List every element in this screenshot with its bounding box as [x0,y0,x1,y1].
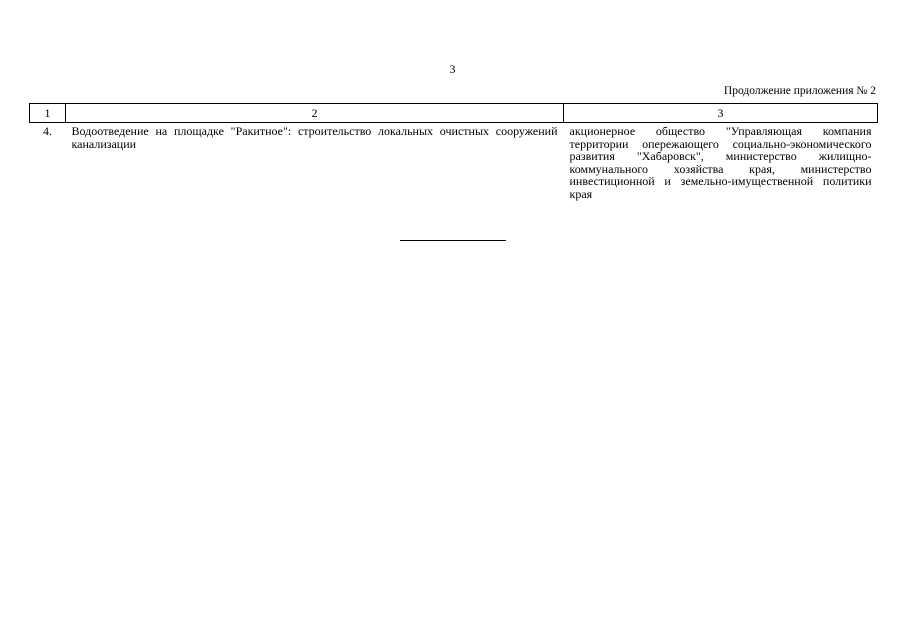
column-header-1: 1 [30,104,66,123]
end-of-document-line [400,240,506,241]
table-header-row [30,104,878,123]
row-responsible: акционерное общество "Управляющая компания территории опережающего социально-экономического развития "Хабаровск", министерство жилищно-коммунального хозяйства края, министерство инвестиционной и земельно-имущественной политики края [569,124,872,201]
table-row [30,123,878,201]
page-number: 3 [449,62,456,76]
row-description: Водоотведение на площадке "Ракитное": строительство локальных очистных сооружений канализации [71,124,558,151]
appendix-continuation-label: Продолжение приложения № 2 [723,85,876,97]
row-number: 4. [43,124,52,138]
column-header-3: 3 [564,104,878,123]
column-header-2: 2 [66,104,564,123]
appendix-table [29,103,878,200]
